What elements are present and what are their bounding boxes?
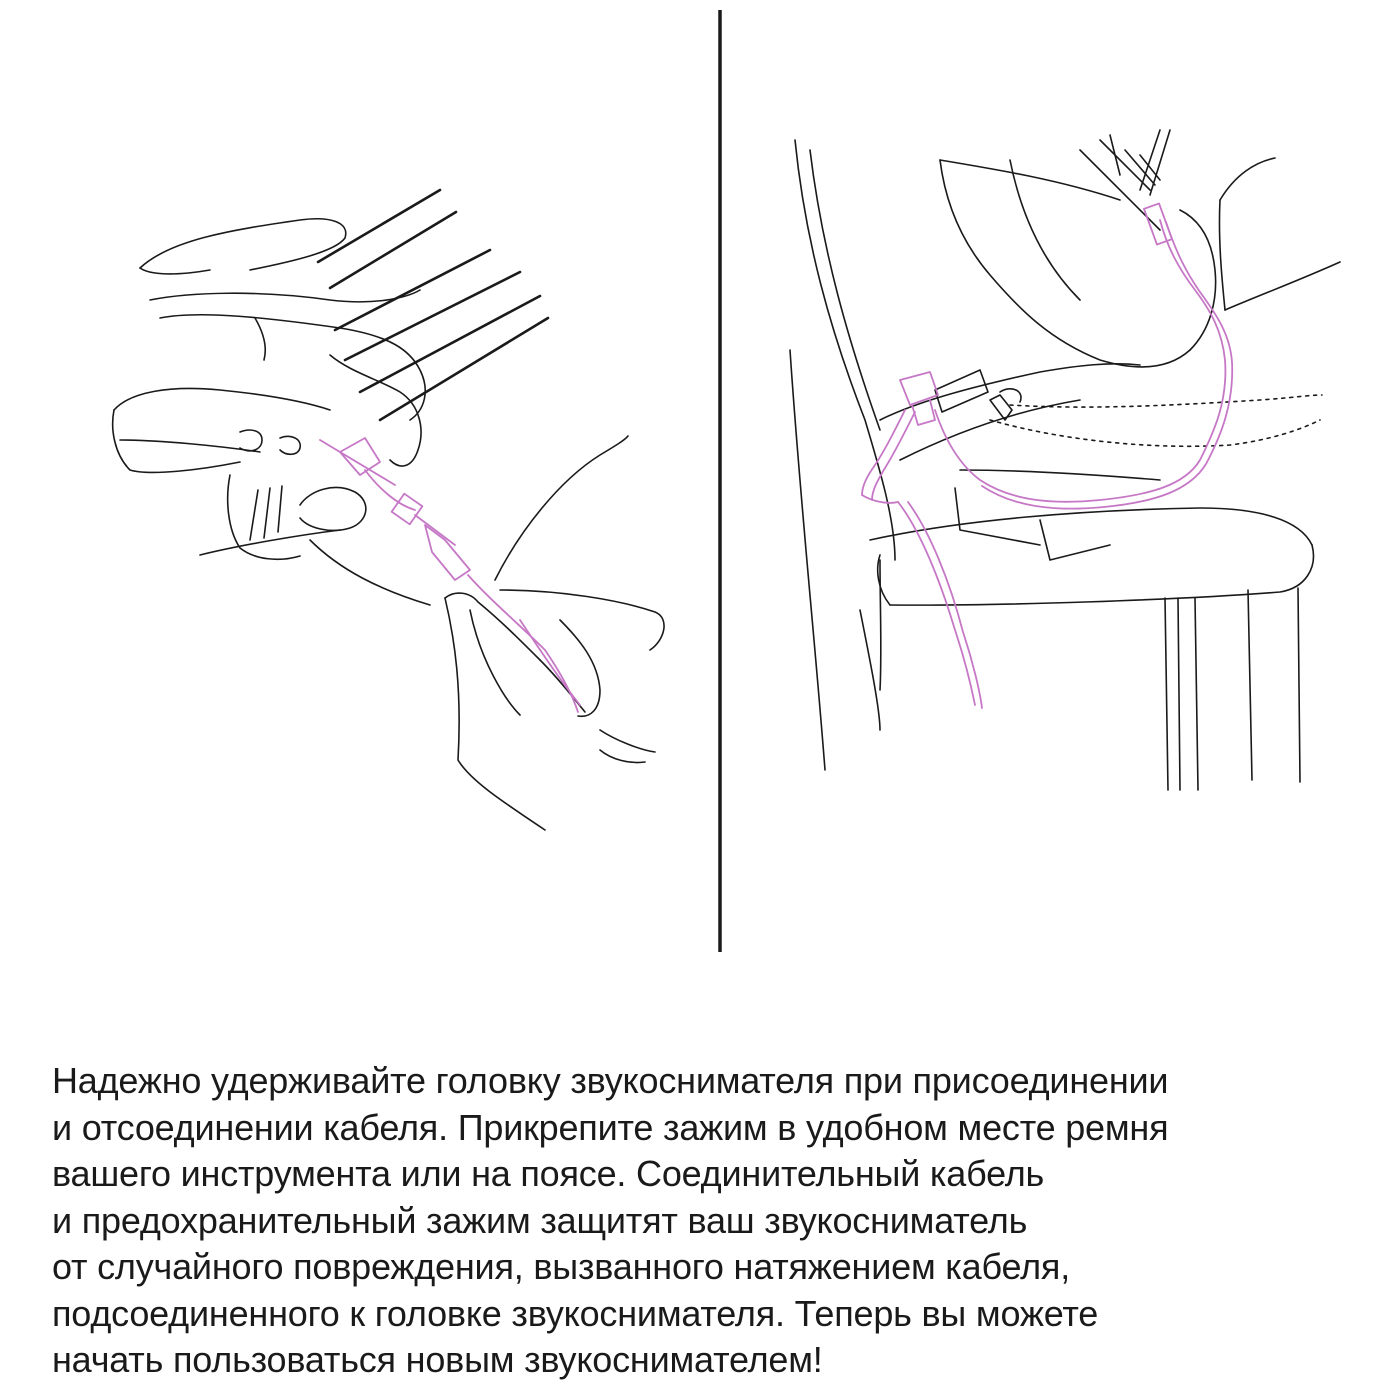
hands-connecting-cable-illustration xyxy=(113,190,664,830)
left-hand-icon xyxy=(113,219,426,559)
right-hand-icon xyxy=(310,436,664,830)
lap-and-strap-icon xyxy=(880,364,1322,560)
instruction-text xyxy=(52,1058,1372,1384)
instruction-line-6: подсоединенного к головке звукоснимателя. Теперь вы можете xyxy=(52,1292,1099,1334)
strings-icon xyxy=(318,190,548,420)
instruction-line-7: начать пользоваться новым звукоснимателем! xyxy=(52,1339,823,1380)
instruction-line-5: от случайного повреждения, вызванного натяжением кабеля, xyxy=(52,1246,1071,1287)
seated-player-clip-on-strap-illustration xyxy=(790,130,1340,790)
instruction-line-1: Надежно удерживайте головку звукоснимателя при присоединении xyxy=(52,1060,1169,1101)
instruction-line-2: и отсоединении кабеля. Прикрепите зажим в удобном месте ремня xyxy=(52,1106,1169,1148)
instrument-body-icon xyxy=(790,140,895,770)
instruction-line-4: и предохранительный зажим защитят ваш звукосниматель xyxy=(52,1199,1028,1241)
strings-icon xyxy=(1080,130,1170,230)
cable-and-clip-icon xyxy=(862,203,1232,708)
cable-connector-icon xyxy=(320,438,580,712)
instruction-line-3: вашего инструмента или на поясе. Соединительный кабель xyxy=(52,1153,1045,1194)
